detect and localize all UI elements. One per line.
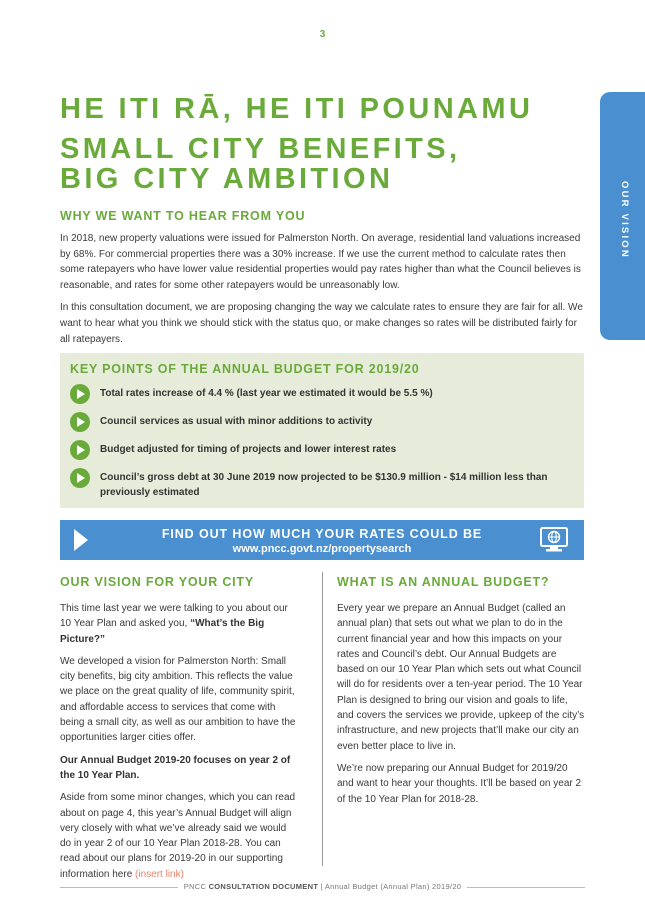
banner-link[interactable]: www.pncc.govt.nz/propertysearch (232, 543, 412, 555)
key-point-text: Council services as usual with minor additions to activity (100, 416, 373, 427)
vision-column (60, 575, 300, 889)
globe-monitor-icon (539, 525, 569, 555)
footer-rule-right (467, 887, 585, 888)
vision-paragraph-3: Our Annual Budget 2019-20 focuses on year 2 of the 10 Year Plan. (60, 754, 291, 781)
annual-paragraph-1: Every year we prepare an Annual Budget (called an annual plan) that sets out what we plan to do in the current financial year and how this impacts on your rates and Council’s debt. Our Annual Budgets are based on our 10 Year Plan which sets out what Council will do for residents over a ten-year period. The 10 Year Plan is designed to bring our vision and goals to life, and covers the services we provide, upkeep of the city’s infrastructure, and new projects that’ll make our city an even better place to live in. (337, 603, 585, 752)
insert-link[interactable]: (insert link) (135, 868, 184, 880)
arrow-circle-icon (70, 412, 90, 432)
vision-paragraph-2: We developed a vision for Palmerston North: Small city benefits, big city ambition. This reflects the value we place on the great quality of life, community spirit, and affordable access to services that come with being a small city, as well as our ambition to have the opportunities larger cities offer. (60, 655, 296, 744)
title-line-2: SMALL CITY BENEFITS, (60, 133, 461, 165)
vision-paragraph-4 (60, 790, 300, 882)
intro-paragraph-2: In this consultation document, we are proposing changing the way we calculate rates to ensure they are fair for all. We want to hear what you think we should stick with the status quo, or make changes so rates will be distributed fairly for all ratepayers. (60, 302, 583, 345)
annual-heading: WHAT IS AN ANNUAL BUDGET? (337, 575, 550, 589)
annual-paragraph-2: We’re now preparing our Annual Budget for 2019/20 and want to hear your thoughts. It’ll be based on year 2 of the 10 Year Plan for 2018-28. (337, 762, 582, 805)
title-line-3: BIG CITY AMBITION (60, 163, 394, 195)
intro-text (60, 231, 585, 354)
side-tab-label: OUR VISION (619, 181, 630, 259)
vision-heading: OUR VISION FOR YOUR CITY (60, 575, 254, 589)
arrow-circle-icon (70, 468, 90, 488)
page-number: 3 (319, 29, 326, 40)
annual-budget-column (337, 575, 585, 814)
footer (178, 882, 467, 891)
key-point-text: Council’s gross debt at 30 June 2019 now projected to be $130.9 million - $14 million less than previously estimated (100, 472, 548, 498)
key-point-text: Total rates increase of 4.4 % (last year we estimated it would be 5.5 %) (100, 388, 433, 399)
footer-org: PNCC (183, 882, 207, 891)
key-points-box (60, 353, 584, 508)
footer-separator: | (320, 882, 323, 891)
title-line-1: HE ITI RĀ, HE ITI POUNAMU (60, 93, 534, 125)
banner-heading: FIND OUT HOW MUCH YOUR RATES COULD BE (161, 527, 483, 541)
arrow-circle-icon (70, 440, 90, 460)
footer-rule-left (60, 887, 178, 888)
key-point-text: Budget adjusted for timing of projects and lower interest rates (100, 444, 397, 455)
vision-p1-text: This time last year we were talking to you about our 10 Year Plan and asked you, (60, 603, 288, 630)
column-divider (322, 572, 323, 866)
vision-paragraph-1 (60, 601, 300, 647)
vision-p4-text: Aside from some minor changes, which you can read about on page 4, this year’s Annual Budget will align very closely with what we’ve already said we would do in year 2 of our 10 Year Plan 2018-28. You can read about our plans for 2019-20 in our supporting information here (60, 792, 296, 880)
arrow-circle-icon (70, 384, 90, 404)
rates-banner[interactable] (60, 520, 584, 560)
key-points-heading: KEY POINTS OF THE ANNUAL BUDGET FOR 2019/20 (70, 362, 420, 376)
footer-doc: CONSULTATION DOCUMENT (208, 882, 319, 891)
vision-p1-bold: “What’s the Big Picture?” (60, 618, 265, 645)
footer-desc: Annual Budget (Annual Plan) 2019/20 (324, 882, 462, 891)
intro-paragraph-1: In 2018, new property valuations were issued for Palmerston North. On average, residential land valuations increased by 68%. For commercial properties there was a 30% increase. If we use the current method to calculate rates then some ratepayers who have lower value residential properties would pay rates higher than what the Council believes is reasonable, and rates for some other ratepayers would be unreasonably low. (60, 233, 581, 291)
why-heading: WHY WE WANT TO HEAR FROM YOU (60, 209, 306, 223)
